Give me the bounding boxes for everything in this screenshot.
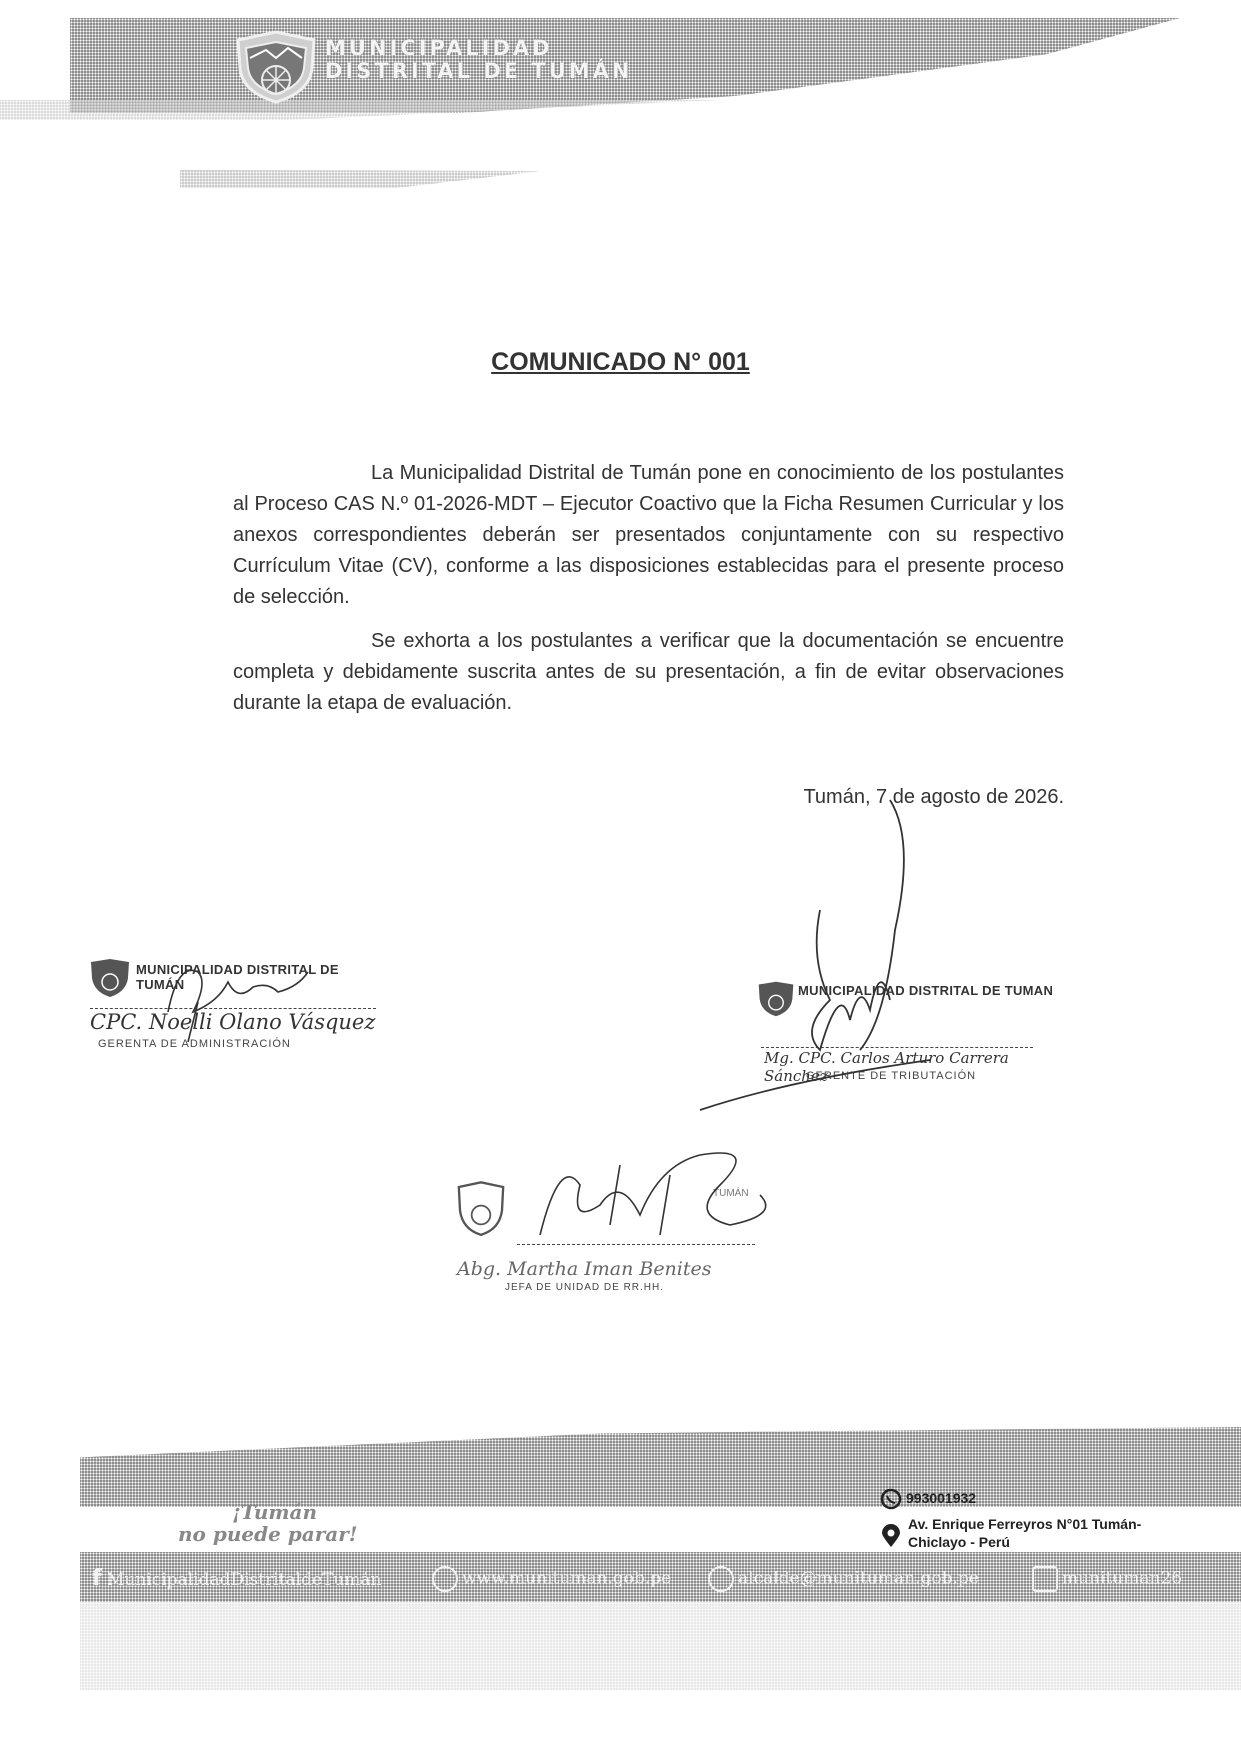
stamp-text: MUNICIPALIDAD DISTRITAL DE TUMÁN (136, 962, 339, 992)
signatory-role: JEFA DE UNIDAD DE RR.HH. (505, 1282, 665, 1293)
email-icon (708, 1566, 734, 1592)
signatory-role: GERENTE DE TRIBUTACIÓN (806, 1070, 977, 1082)
address-line-1: Av. Enrique Ferreyros N°01 Tumán- (908, 1516, 1142, 1532)
stamp-shield-icon (455, 1180, 507, 1236)
contact-info (880, 1488, 1200, 1558)
whatsapp-icon (880, 1488, 902, 1510)
handwritten-signature-icon (690, 780, 1000, 1120)
facebook-icon: f (92, 1566, 102, 1591)
website-link[interactable] (432, 1566, 671, 1592)
header-banner-shadow (0, 100, 720, 120)
date-line: Tumán, 7 de agosto de 2026. (803, 786, 1064, 808)
handwritten-signature-icon (148, 942, 348, 1052)
phone-number[interactable]: 993001932 (906, 1490, 977, 1506)
signatory-name: Mg. CPC. Carlos Arturo Carrera Sánchez (764, 1049, 1009, 1085)
signatory-name: Abg. Martha Iman Benites (457, 1258, 712, 1280)
body-paragraph-1: La Municipalidad Distrital de Tumán pone en conocimiento de los postulantes al Proceso CAS N.º 01-2026-MDT – Ejecutor Coactivo que la Ficha Resumen Curricular y los anexos correspondientes deberán ser presentados conjuntamente con su respectivo Currículum Vitae (CV), conforme a las disposiciones establecidas para el presente proceso de selección. (233, 462, 1064, 608)
signatory-role: GERENTA DE ADMINISTRACIÓN (98, 1038, 291, 1050)
tiktok-link[interactable] (1032, 1566, 1182, 1592)
email-address: alcalde@munituman.gob.pe (738, 1568, 979, 1589)
signature-block-administration (88, 952, 388, 1062)
slogan-line-1: ¡Tumán (232, 1500, 318, 1524)
facebook-handle: MunicipalidadDistritaldeTumán (106, 1570, 382, 1590)
slogan-line-2: no puede parar! (178, 1522, 358, 1546)
document-title: COMUNICADO N° 001 (491, 348, 750, 376)
footer-bottom-band (80, 1602, 1241, 1690)
stamp-text: TUMÁN (713, 1188, 749, 1199)
body-paragraph-2: Se exhorta a los postulantes a verificar que la documentación se encuentre completa y debidamente suscrita antes de su presentación, a fin de evitar observaciones durante la etapa de evaluación. (233, 630, 1064, 714)
header-accent-strip (180, 162, 540, 188)
globe-icon (432, 1566, 458, 1592)
stamp-text: MUNICIPALIDAD DISTRITAL DE TUMAN (798, 983, 1054, 998)
handwritten-signature-icon (520, 1145, 790, 1265)
municipality-name-line-2: DISTRITAL DE TUMÁN (325, 59, 633, 83)
website-url: www.munituman.gob.pe (462, 1568, 672, 1589)
address-line-2: Chiclayo - Perú (908, 1534, 1010, 1550)
signatory-name: CPC. Noelli Olano Vásquez (90, 1010, 376, 1034)
tiktok-handle: munituman26 (1062, 1568, 1183, 1589)
facebook-link[interactable] (92, 1566, 382, 1591)
stamp-shield-icon (88, 958, 132, 998)
email-link[interactable] (708, 1566, 979, 1592)
municipal-coat-of-arms-logo (232, 28, 320, 106)
location-pin-icon (880, 1524, 902, 1548)
municipality-name-line-1: MUNICIPALIDAD (325, 36, 553, 60)
tiktok-icon (1032, 1566, 1058, 1592)
